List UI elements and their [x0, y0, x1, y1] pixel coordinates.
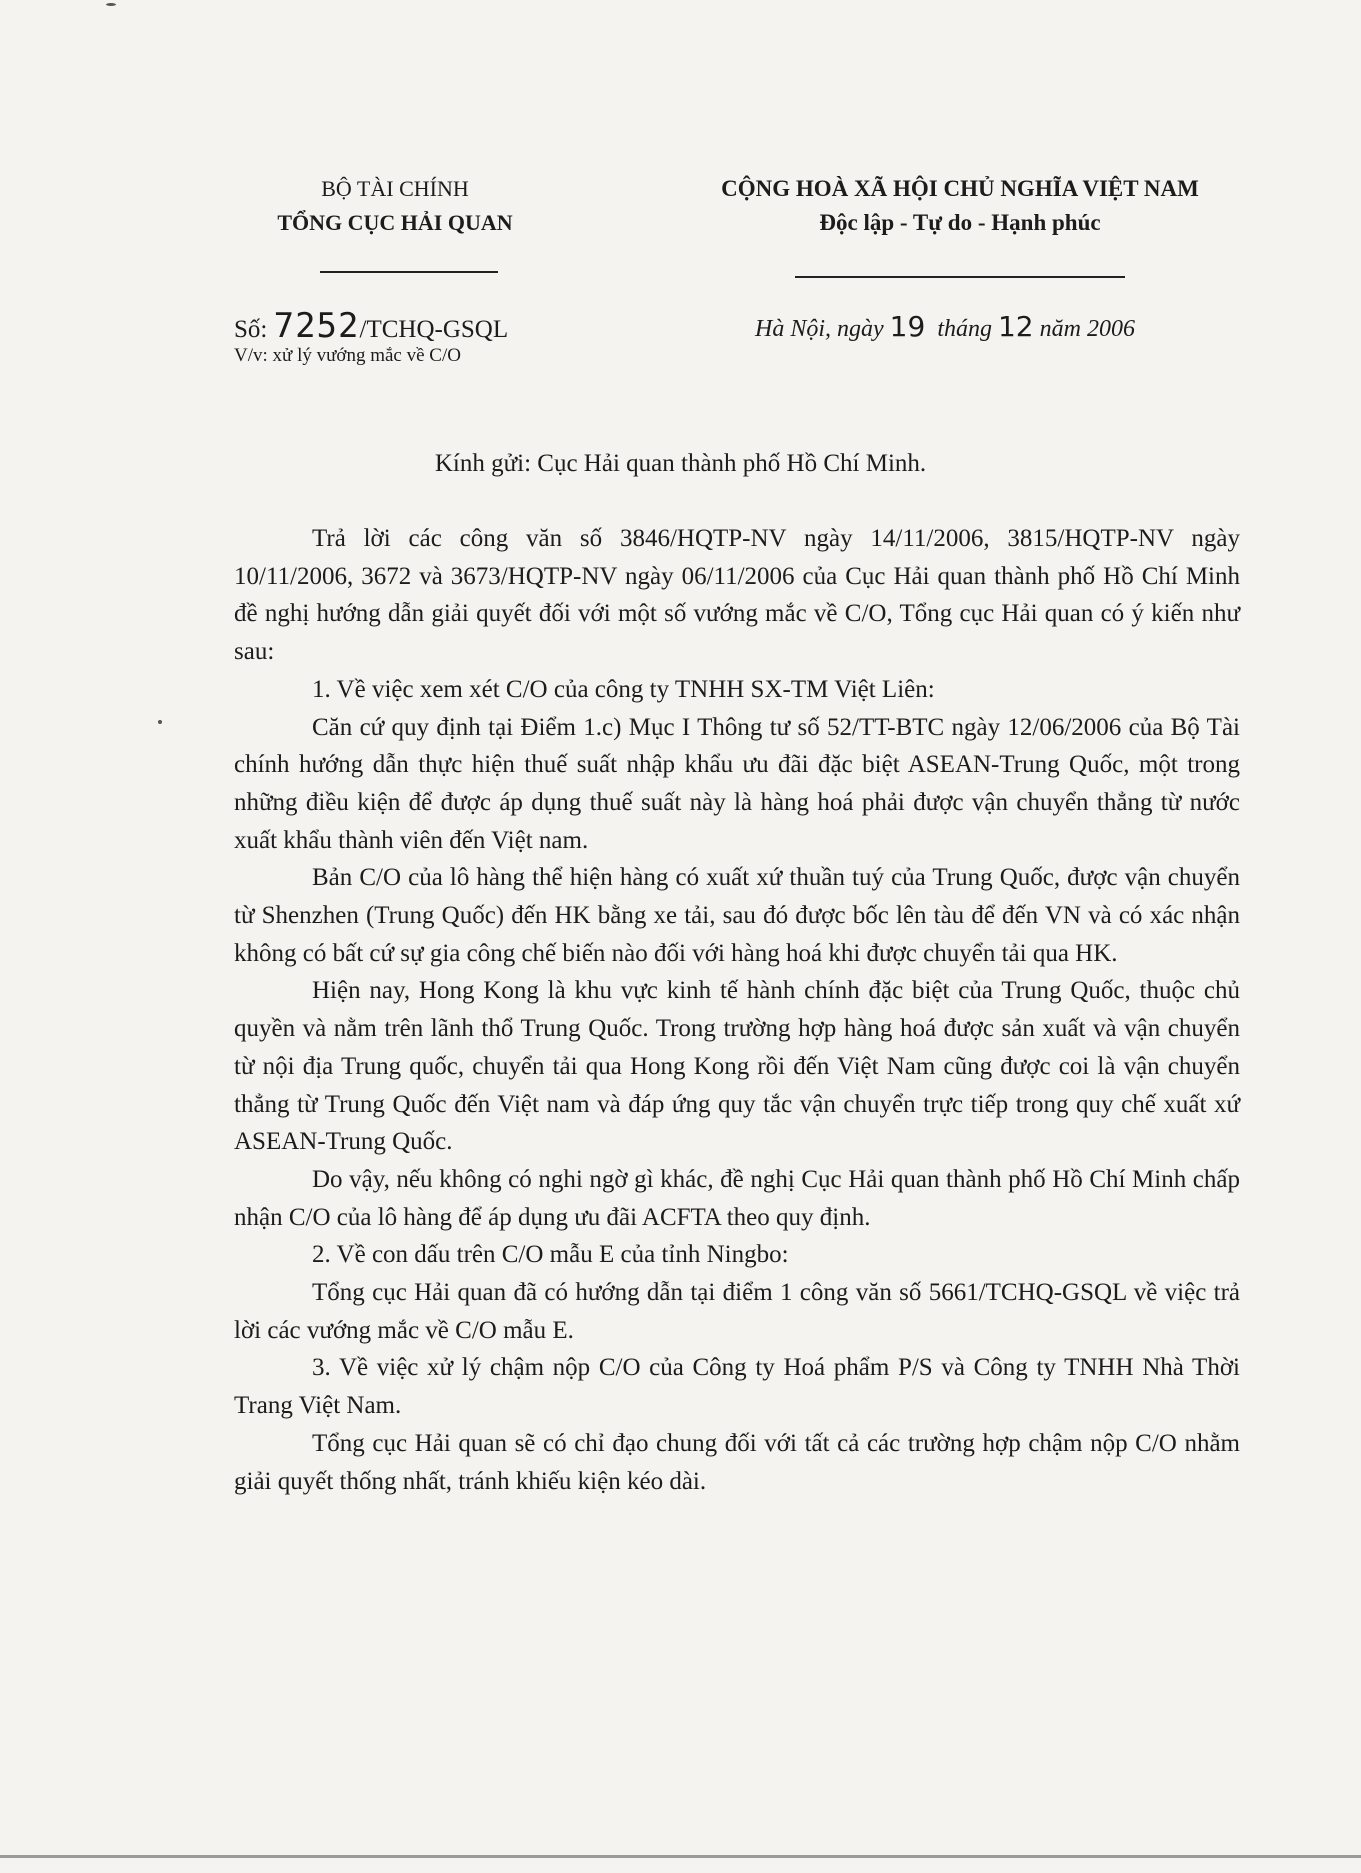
scan-bottom-edge — [0, 1855, 1361, 1858]
date-place: Hà Nội, ngày — [755, 316, 884, 342]
issuing-authority — [230, 172, 560, 240]
right-header-rule — [795, 276, 1125, 278]
date-year: năm 2006 — [1039, 316, 1135, 342]
body-paragraph: Căn cứ quy định tại Điểm 1.c) Mục I Thông tư số 52/TT-BTC ngày 12/06/2006 của Bộ Tài chính hướng dẫn thực hiện thuế suất nhập khẩu ưu đãi đặc biệt ASEAN-Trung Quốc, một trong những điều kiện để được áp dụng thuế suất này là hàng hoá phải được vận chuyển thẳng từ nước xuất khẩu thành viên đến Việt nam. — [234, 713, 1240, 854]
section-heading-2: 2. Về con dấu trên C/O mẫu E của tỉnh Ningbo: — [312, 1241, 789, 1269]
ministry-name: BỘ TÀI CHÍNH — [321, 176, 469, 201]
doc-number-suffix: /TCHQ-GSQL — [359, 316, 509, 343]
body-paragraph: Trả lời các công văn số 3846/HQTP-NV ngày 14/11/2006, 3815/HQTP-NV ngày 10/11/2006, 3672 và 3673/HQTP-NV ngày 06/11/2006 của Cục Hải quan thành phố Hồ Chí Minh đề nghị hướng dẫn giải quyết đối với một số vướng mắc về C/O, Tổng cục Hải quan có ý kiến như sau: — [234, 525, 1240, 666]
section-heading-1: 1. Về việc xem xét C/O của công ty TNHH SX-TM Việt Liên: — [312, 675, 935, 703]
date-month: 12 — [997, 310, 1034, 343]
document-number — [234, 306, 508, 346]
body-paragraph: Do vậy, nếu không có nghi ngờ gì khác, đề nghị Cục Hải quan thành phố Hồ Chí Minh chấp nhận C/O của lô hàng để áp dụng ưu đãi ACFTA theo quy định. — [234, 1165, 1240, 1231]
body-paragraph: Bản C/O của lô hàng thể hiện hàng có xuất xứ thuần tuý của Trung Quốc, được vận chuyển từ Shenzhen (Trung Quốc) đến HK bằng xe tải, sau đó được bốc lên tàu để đến VN và có xác nhận không có bất cứ sự gia công chế biến nào đối với hàng hoá khi được chuyển tải qua HK. — [234, 864, 1240, 967]
body-paragraph: Hiện nay, Hong Kong là khu vực kinh tế hành chính đặc biệt của Trung Quốc, thuộc chủ quyền và nằm trên lãnh thổ Trung Quốc. Trong trường hợp hàng hoá được sản xuất và vận chuyển từ nội địa Trung quốc, chuyển tải qua Hong Kong rồi đến Việt Nam cũng được coi là vận chuyển thẳng từ Trung Quốc đến Việt nam và đáp ứng quy tắc vận chuyển trực tiếp trong quy chế xuất xứ ASEAN-Trung Quốc. — [234, 977, 1240, 1156]
body-paragraph: Tổng cục Hải quan đã có hướng dẫn tại điểm 1 công văn số 5661/TCHQ-GSQL về việc trả lời các vướng mắc về C/O mẫu E. — [234, 1279, 1240, 1344]
letter-body — [234, 520, 1240, 1500]
country-name: CỘNG HOÀ XÃ HỘI CHỦ NGHĨA VIỆT NAM — [721, 176, 1199, 201]
issue-date — [755, 310, 1135, 343]
scan-mark — [106, 3, 116, 6]
scan-mark — [158, 720, 162, 724]
recipient-line: Kính gửi: Cục Hải quan thành phố Hồ Chí Minh. — [434, 450, 927, 477]
document-subject: V/v: xử lý vướng mắc về C/O — [234, 345, 461, 366]
doc-number-prefix: Số: — [234, 316, 268, 343]
date-month-label: tháng — [937, 316, 992, 342]
date-day: 19 — [889, 310, 926, 343]
national-motto: Độc lập - Tự do - Hạnh phúc — [819, 210, 1101, 235]
doc-number-value: 7252 — [273, 306, 360, 346]
department-name: TỔNG CỤC HẢI QUAN — [277, 210, 513, 235]
left-header-rule — [320, 271, 498, 273]
national-heading — [680, 172, 1240, 240]
body-paragraph: Tổng cục Hải quan sẽ có chỉ đạo chung đối với tất cả các trường hợp chậm nộp C/O nhằm giải quyết thống nhất, tránh khiếu kiện kéo dài. — [234, 1429, 1240, 1495]
section-heading-3: 3. Về việc xử lý chậm nộp C/O của Công ty Hoá phẩm P/S và Công ty TNHH Nhà Thời Trang Việt Nam. — [234, 1354, 1240, 1420]
